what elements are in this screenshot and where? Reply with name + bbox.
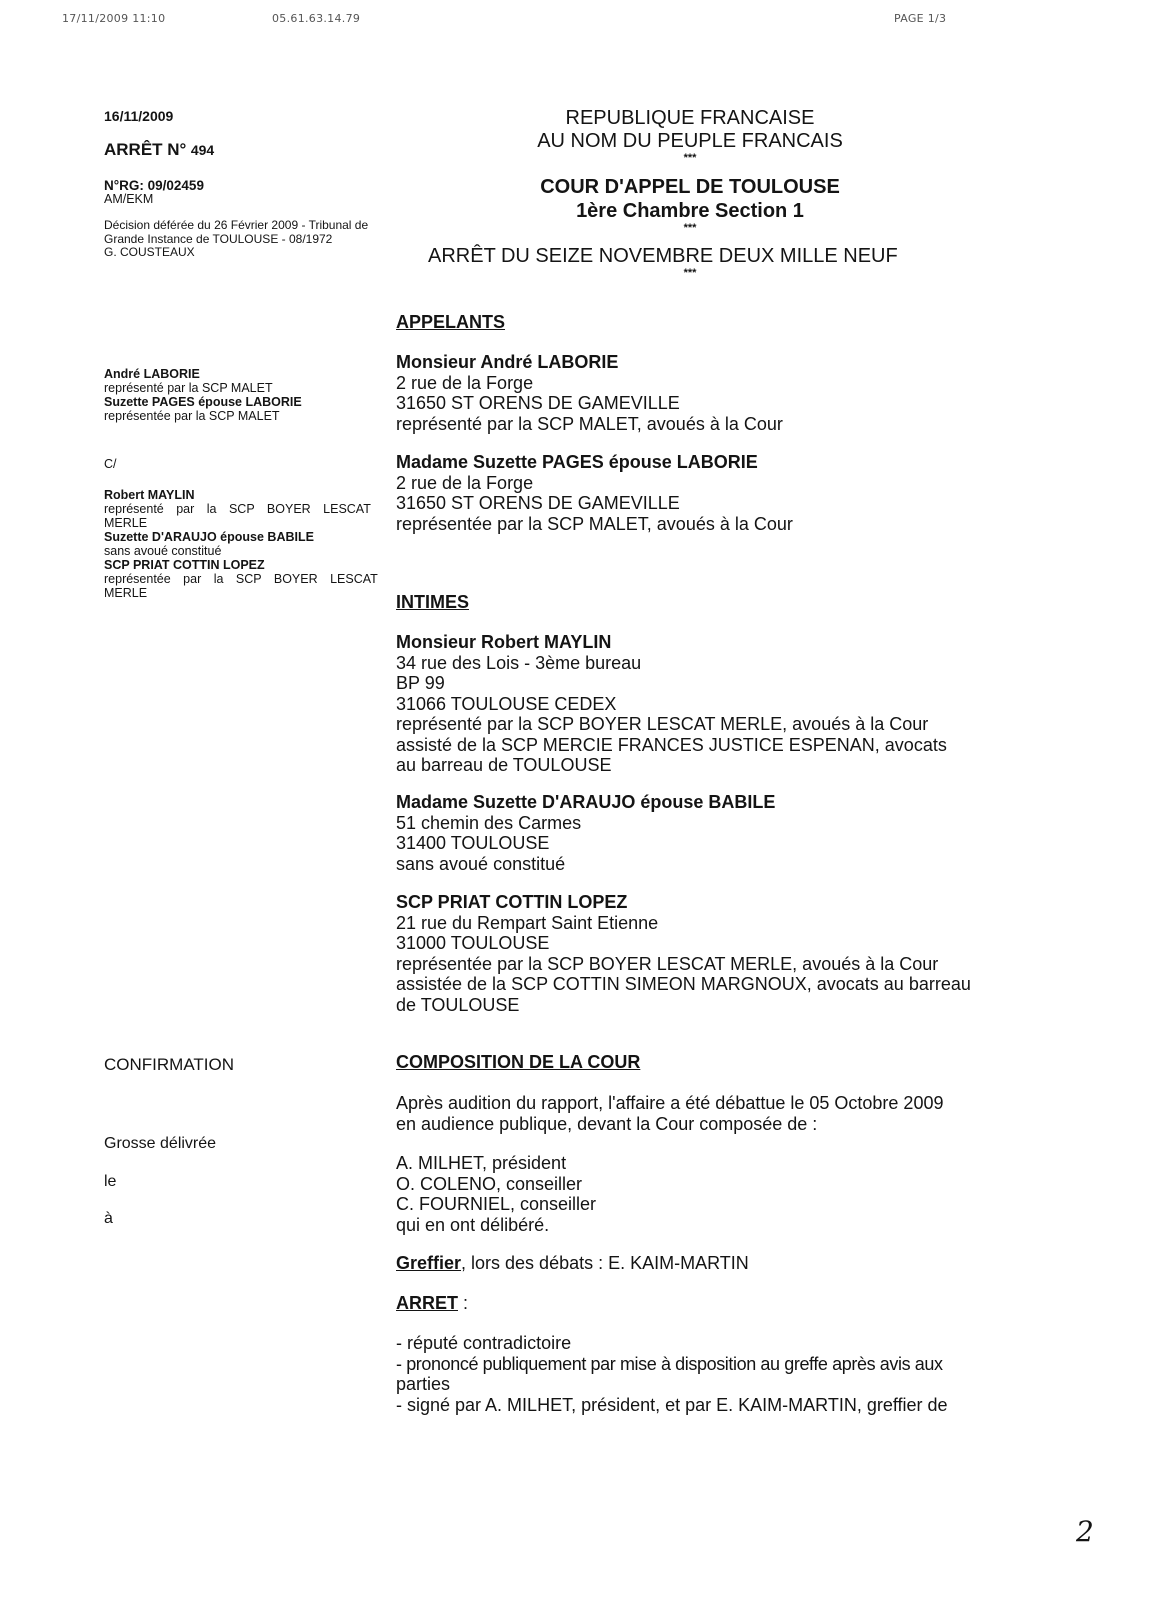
arret-label: ARRÊT N° [104,140,187,159]
le-label: le [104,1173,117,1190]
arret-colon: : [458,1293,469,1313]
party-full-name: Madame Suzette D'ARAUJO épouse BABILE [396,792,776,812]
address-line: 31650 ST ORENS DE GAMEVILLE [396,493,680,513]
representation-line: assistée de la SCP COTTIN SIMEON MARGNOUX, avocats au barreau [396,974,971,994]
appellant-block [396,352,783,434]
party-name: Suzette D'ARAUJO épouse BABILE [104,530,314,544]
member-line: C. FOURNIEL, conseiller [396,1194,597,1214]
intimes-heading: INTIMES [396,592,470,612]
stars-separator: *** [683,267,697,279]
address-line: 2 rue de la Forge [396,372,534,393]
representation-line: sans avoué constitué [396,853,566,874]
party-name: SCP PRIAT COTTIN LOPEZ [104,558,265,572]
respondent-block [396,892,971,1015]
party-rep: représentée par la SCP BOYER LESCAT [104,572,378,586]
party-full-name: Monsieur André LABORIE [396,352,619,372]
arret-item: parties [396,1374,451,1394]
representation-line: de TOULOUSE [396,994,520,1015]
arret-items [396,1333,948,1415]
greffier-label: Greffier [396,1253,462,1273]
party-rep: MERLE [104,586,148,600]
initials: AM/EKM [104,192,154,206]
address-line: 31650 ST ORENS DE GAMEVILLE [396,393,680,413]
representation-line: représenté par la SCP MALET, avoués à la Cour [396,413,783,434]
peuple-heading: AU NOM DU PEUPLE FRANCAIS [537,130,843,152]
address-line: 34 rue des Lois - 3ème bureau [396,652,642,673]
decision-line: Décision déférée du 26 Février 2009 - Tribunal de [104,218,369,232]
party-full-name: Madame Suzette PAGES épouse LABORIE [396,452,758,472]
arret-heading: ARRET [396,1293,458,1313]
a-label: à [104,1210,113,1227]
appellant-block [396,452,793,534]
representation-line: représentée par la SCP BOYER LESCAT MERLE, avoués à la Cour [396,953,939,974]
arret-heading-line [396,1293,468,1314]
arret-number-line [104,140,214,160]
party-rep: représenté par la SCP MALET [104,381,273,395]
arret-title: ARRÊT DU SEIZE NOVEMBRE DEUX MILLE NEUF [428,245,898,267]
court-members [396,1153,596,1235]
representation-line: assisté de la SCP MERCIE FRANCES JUSTICE ESPENAN, avocats [396,734,947,755]
representation-line: au barreau de TOULOUSE [396,755,612,775]
decision-date: 16/11/2009 [104,108,174,124]
greffier-line [396,1253,749,1274]
representation-line: représentée par la SCP MALET, avoués à la Cour [396,513,793,534]
arret-item: - prononcé publiquement par mise à disposition au greffe après avis aux [396,1353,943,1374]
decision-line: G. COUSTEAUX [104,245,195,259]
handwritten-page-number: 2 [1076,1515,1094,1548]
member-line: O. COLENO, conseiller [396,1173,583,1194]
party-rep: sans avoué constitué [104,544,222,558]
representation-line: représenté par la SCP BOYER LESCAT MERLE, avoués à la Cour [396,714,929,734]
address-line: 31000 TOULOUSE [396,933,550,953]
party-name: André LABORIE [104,367,200,381]
greffier-text: , lors des débats : E. KAIM-MARTIN [461,1253,749,1273]
fax-page: PAGE 1/3 [894,12,947,25]
left-appellants [104,367,302,423]
composition-intro [396,1093,943,1134]
paragraph-line: Après audition du rapport, l'affaire a été débattue le 05 Octobre 2009 [396,1093,944,1113]
stars-separator: *** [683,152,697,164]
composition-heading: COMPOSITION DE LA COUR [396,1052,641,1072]
left-respondents [104,488,387,600]
grosse-label: Grosse délivrée [104,1135,217,1152]
address-line: 21 rue du Rempart Saint Etienne [396,912,659,933]
chamber-name: 1ère Chambre Section 1 [576,200,804,222]
arret-number: 494 [190,142,215,158]
fax-phone: 05.61.63.14.79 [272,12,361,25]
fax-datetime: 17/11/2009 11:10 [62,12,166,25]
address-line: 51 chemin des Carmes [396,812,582,833]
party-name: Suzette PAGES épouse LABORIE [104,395,302,409]
arret-item: - réputé contradictoire [396,1333,572,1353]
address-line: 31066 TOULOUSE CEDEX [396,693,617,714]
party-rep: représentée par la SCP MALET [104,409,280,423]
party-rep: MERLE [104,516,148,530]
stars-separator: *** [683,222,697,234]
member-line: qui en ont délibéré. [396,1214,550,1235]
appelants-heading: APPELANTS [396,312,506,332]
decision-deferee [104,219,368,260]
address-line: BP 99 [396,673,445,693]
address-line: 31400 TOULOUSE [396,833,550,853]
rg-number: N°RG: 09/02459 [104,178,204,193]
republique-heading: REPUBLIQUE FRANCAISE [565,107,815,129]
address-line: 2 rue de la Forge [396,472,534,493]
member-line: A. MILHET, président [396,1153,567,1173]
confirmation-label: CONFIRMATION [104,1055,235,1074]
party-name: Robert MAYLIN [104,488,195,502]
party-full-name: Monsieur Robert MAYLIN [396,632,612,652]
respondent-block [396,792,775,874]
decision-line: Grande Instance de TOULOUSE - 08/1972 [104,231,333,246]
court-name: COUR D'APPEL DE TOULOUSE [540,176,840,198]
paragraph-line: en audience publique, devant la Cour composée de : [396,1113,818,1134]
party-rep: représenté par la SCP BOYER LESCAT [104,502,371,516]
versus: C/ [104,457,117,471]
party-full-name: SCP PRIAT COTTIN LOPEZ [396,892,628,912]
arret-item: - signé par A. MILHET, président, et par E. KAIM-MARTIN, greffier de [396,1394,948,1415]
respondent-block [396,632,947,776]
